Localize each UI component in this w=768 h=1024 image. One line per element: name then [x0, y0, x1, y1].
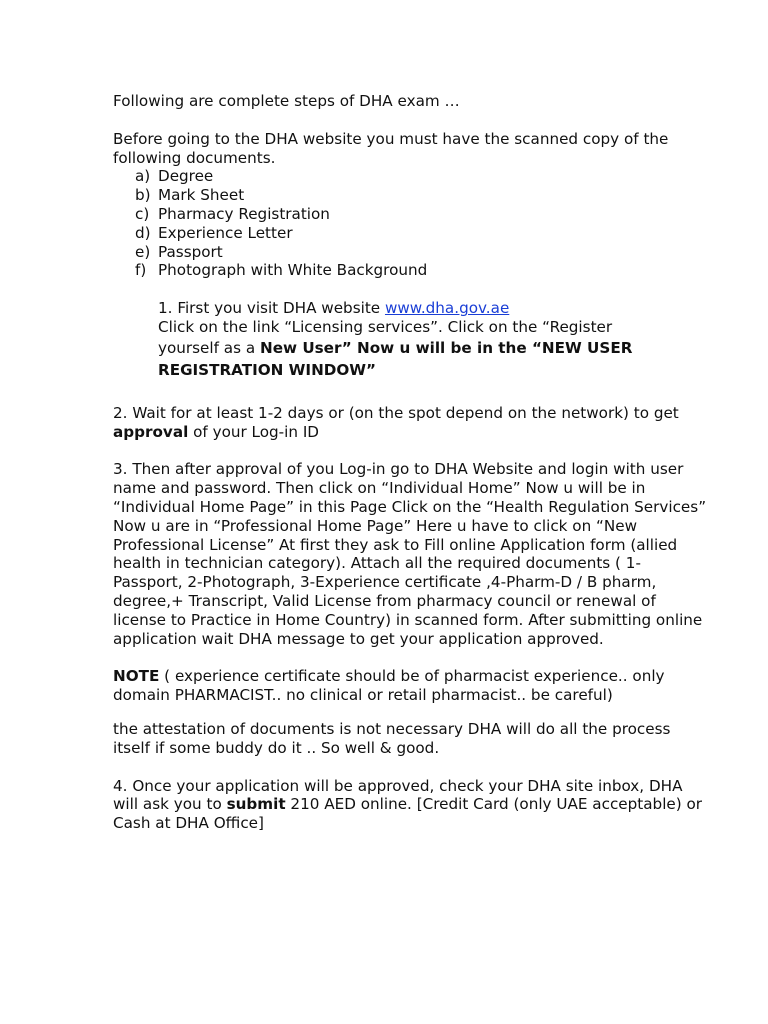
document-item-label: Degree: [158, 167, 214, 186]
step-2: [113, 404, 708, 442]
document-item: [135, 186, 708, 205]
list-marker: d): [135, 223, 151, 242]
document-item: [135, 261, 708, 280]
step-4: [113, 777, 708, 833]
step-1-line-4: [158, 359, 708, 381]
note-label: NOTE: [113, 667, 160, 686]
step-1-text: 1. First you visit DHA website: [158, 299, 385, 318]
step-2-bold-text: approval: [113, 422, 189, 441]
list-marker: a): [135, 167, 151, 186]
intro-paragraph: Before going to the DHA website you must have the scanned copy of the following documents.: [113, 129, 669, 167]
required-documents-list: [113, 167, 708, 280]
step-1: [113, 299, 708, 381]
step-4-text: 4. Once your application will be approved, check your DHA site inbox, DHA will ask you to: [113, 776, 683, 814]
step-2-text: 2. Wait for at least 1-2 days or (on the spot depend on the network) to get: [113, 403, 679, 422]
list-marker: c): [135, 204, 150, 223]
step-3: 3. Then after approval of you Log-in go to DHA Website and login with user name and password. Then click on “Individual Home” Now u will be in “Individual Home Page” in this Page Click on the “Health Regulation Services” Now u are in “Professional Home Page” Here u have to click on “New Professional License” At first they ask to Fill online Application form (allied health in technician category). Attach all the required documents ( 1-Passport, 2-Photograph, 3-Experience certificate ,4-Pharm-D / B pharm, degree,+ Transcript, Valid License from pharmacy council or renewal of license to Practice in Home Country) in scanned form. After submitting online application wait DHA message to get your application approved.: [113, 460, 707, 648]
step-4-text: 210 AED online. [Credit Card (only UAE acceptable) or Cash at DHA Office]: [113, 795, 703, 833]
step-1-line-2: Click on the link “Licensing services”. Click on the “Register: [158, 317, 613, 336]
list-marker: b): [135, 186, 151, 205]
step-1-bold-text: New User” Now u will be in the “NEW USER: [259, 338, 633, 357]
document-item-label: Passport: [158, 242, 223, 261]
step-1-text: yourself as a: [158, 338, 260, 357]
document-title: Following are complete steps of DHA exam …: [113, 92, 460, 110]
note-paragraph: [113, 667, 708, 705]
document-item-label: Experience Letter: [158, 223, 293, 242]
document-item-label: Pharmacy Registration: [158, 204, 330, 223]
document-item: [135, 205, 708, 224]
document-item-label: Photograph with White Background: [158, 261, 428, 280]
document-item: [135, 243, 708, 262]
document-item: [135, 224, 708, 243]
step-4-bold-text: submit: [226, 795, 286, 814]
step-1-line-3: [158, 337, 708, 359]
document-item: [135, 167, 708, 186]
document-item-label: Mark Sheet: [158, 186, 245, 205]
note-text: ( experience certificate should be of pharmacist experience.. only domain PHARMACIST.. no clinical or retail pharmacist.. be careful): [113, 667, 665, 705]
step-1-line-1: [158, 299, 708, 318]
dha-website-link[interactable]: www.dha.gov.ae: [384, 299, 510, 318]
step-1-bold-text: REGISTRATION WINDOW”: [158, 360, 377, 379]
step-2-text: of your Log-in ID: [188, 422, 320, 441]
list-marker: e): [135, 242, 151, 261]
list-marker: f): [135, 261, 147, 280]
attestation-paragraph: the attestation of documents is not necessary DHA will do all the process itself if some buddy do it .. So well & good.: [113, 719, 671, 757]
